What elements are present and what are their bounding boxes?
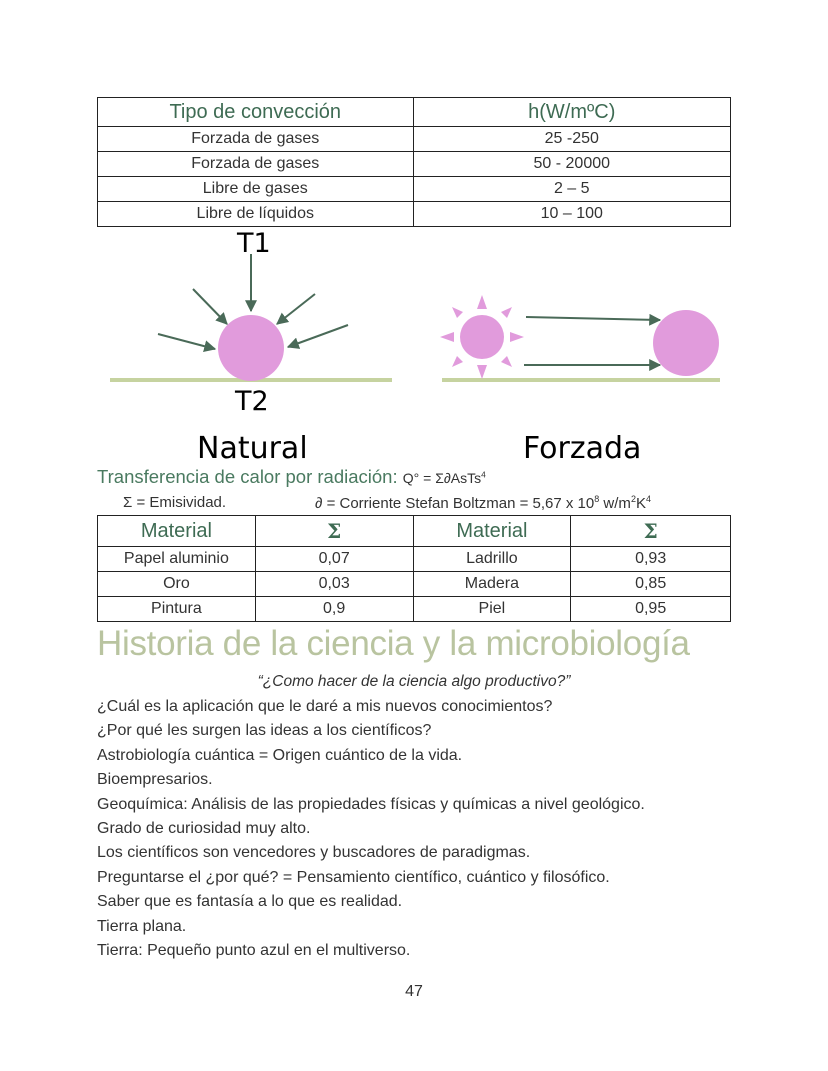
radiation-title: Transferencia de calor por radiación: xyxy=(97,466,398,487)
natural-label: Natural xyxy=(197,431,308,466)
emissivity-table xyxy=(97,515,731,622)
text-line: Saber que es fantasía a lo que es realidad. xyxy=(97,893,403,911)
table-cell: Ladrillo xyxy=(413,547,571,572)
table-cell: 0,9 xyxy=(255,597,413,622)
table-cell: Papel aluminio xyxy=(98,547,256,572)
text-line: Grado de curiosidad muy alto. xyxy=(97,819,311,837)
table-cell: 10 – 100 xyxy=(413,202,730,227)
table-cell: Madera xyxy=(413,572,571,597)
forzada-ball xyxy=(653,310,719,376)
convection-diagram xyxy=(0,0,828,470)
table-cell: Forzada de gases xyxy=(98,127,414,152)
table-header-cell: Material xyxy=(98,516,256,547)
section-title: Historia de la ciencia y la microbiología xyxy=(97,624,690,663)
arrow-right xyxy=(288,325,348,347)
text-line: Astrobiología cuántica = Origen cuántico de la vida. xyxy=(97,746,463,764)
radiation-formula: Q° = Σ∂AsTs$^4$ xyxy=(402,469,486,486)
table-row xyxy=(98,572,731,597)
t1-label: T1 xyxy=(237,228,271,259)
table-cell: 0,93 xyxy=(571,547,731,572)
text-line: ¿Cuál es la aplicación que le daré a mis nuevos conocimientos? xyxy=(97,698,553,715)
text-line: Preguntarse el ¿por qué? = Pensamiento científico, cuántico y filosófico. xyxy=(97,868,610,886)
page-number: 47 xyxy=(405,983,423,1000)
table-cell: Oro xyxy=(98,572,256,597)
boltzman-definition: ∂ = Corriente Stefan Boltzman = 5,67 x $10^8$ $w/m^2K^4$ xyxy=(315,494,651,512)
table-header-cell: Material xyxy=(413,516,571,547)
arrow-left xyxy=(158,334,215,349)
table-header-row xyxy=(98,516,731,547)
table-cell: 50 - 20000 xyxy=(413,152,730,177)
table-cell: Libre de líquidos xyxy=(98,202,414,227)
text-line: Tierra: Pequeño punto azul en el multiverso. xyxy=(97,941,411,959)
table-header-cell: h(W/mºC) xyxy=(413,98,730,127)
table-row xyxy=(98,547,731,572)
table-cell: 0,95 xyxy=(571,597,731,622)
arrow-upper-right xyxy=(277,294,315,324)
table-cell: 0,07 xyxy=(255,547,413,572)
text-line: Bioempresarios. xyxy=(97,771,213,789)
table-row xyxy=(98,597,731,622)
text-line: Tierra plana. xyxy=(97,917,187,935)
table-header-cell: Σ xyxy=(255,516,413,547)
text-line: ¿Por qué les surgen las ideas a los científicos? xyxy=(97,722,432,740)
forzada-label: Forzada xyxy=(523,431,642,466)
arrow-upper-left xyxy=(193,289,227,324)
table-cell: 25 -250 xyxy=(413,127,730,152)
text-line: Los científicos son vencedores y buscadores de paradigmas. xyxy=(97,844,531,862)
table-cell: Forzada de gases xyxy=(98,152,414,177)
radiation-heading xyxy=(97,466,486,488)
table-cell: Libre de gases xyxy=(98,177,414,202)
t2-label: T2 xyxy=(235,386,269,417)
table-cell: 2 – 5 xyxy=(413,177,730,202)
table-header-cell: Σ xyxy=(571,516,731,547)
text-line: Geoquímica: Análisis de las propiedades físicas y químicas a nivel geológico. xyxy=(97,795,645,813)
arrow-forced-top xyxy=(526,317,660,320)
section-quote: “¿Como hacer de la ciencia algo productivo?” xyxy=(257,673,571,690)
table-cell: Pintura xyxy=(98,597,256,622)
table-cell: 0,03 xyxy=(255,572,413,597)
sigma-definition: Σ = Emisividad. xyxy=(123,494,227,511)
natural-ball xyxy=(218,315,284,381)
table-cell: 0,85 xyxy=(571,572,731,597)
table-header-cell: Tipo de convección xyxy=(98,98,414,127)
sun-icon xyxy=(440,295,524,379)
table-cell: Piel xyxy=(413,597,571,622)
section-lines xyxy=(97,695,645,963)
